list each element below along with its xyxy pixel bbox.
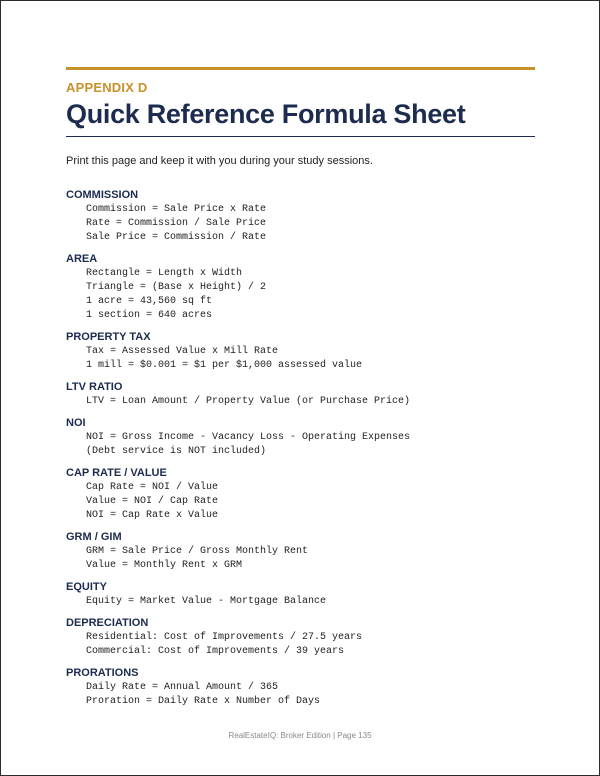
section-heading: LTV RATIO <box>66 381 123 393</box>
section-heading: GRM / GIM <box>66 531 122 543</box>
formula-section <box>66 616 535 659</box>
formula-list <box>66 595 535 609</box>
page-title: Quick Reference Formula Sheet <box>66 99 466 129</box>
formula-line: Residential: Cost of Improvements / 27.5 years <box>86 632 363 643</box>
formula-section <box>66 188 535 245</box>
formula-section <box>66 580 535 609</box>
formula-section <box>66 252 535 323</box>
formula-line: LTV = Loan Amount / Property Value (or Purchase Price) <box>86 396 411 407</box>
formula-list <box>66 267 535 323</box>
formula-line: 1 mill = $0.001 = $1 per $1,000 assessed value <box>86 360 363 371</box>
formula-list <box>66 681 535 709</box>
formula-line: 1 section = 640 acres <box>86 310 213 321</box>
formula-list <box>66 481 535 523</box>
formula-line: Tax = Assessed Value x Mill Rate <box>86 346 279 357</box>
top-accent-rule <box>66 67 535 70</box>
section-heading: COMMISSION <box>66 189 139 201</box>
formula-section <box>66 416 535 459</box>
formula-list <box>66 431 535 459</box>
formula-line: Equity = Market Value - Mortgage Balance <box>86 596 327 607</box>
page-footer: RealEstateIQ: Broker Edition | Page 135 <box>228 731 372 740</box>
formula-line: NOI = Gross Income - Vacancy Loss - Operating Expenses <box>86 432 411 443</box>
formula-line: 1 acre = 43,560 sq ft <box>86 296 213 307</box>
formula-line: Value = NOI / Cap Rate <box>86 496 219 507</box>
formula-line: Daily Rate = Annual Amount / 365 <box>86 682 279 693</box>
section-heading: AREA <box>66 253 98 265</box>
formula-line: Value = Monthly Rent x GRM <box>86 560 243 571</box>
section-heading: EQUITY <box>66 581 107 593</box>
page-content <box>66 67 535 716</box>
title-divider <box>66 136 535 137</box>
formula-list <box>66 631 535 659</box>
formula-line: Sale Price = Commission / Rate <box>86 232 267 243</box>
section-heading: PRORATIONS <box>66 667 139 679</box>
formula-line: Cap Rate = NOI / Value <box>86 482 219 493</box>
formula-line: (Debt service is NOT included) <box>86 446 267 457</box>
section-heading: DEPRECIATION <box>66 617 149 629</box>
formula-line: Commercial: Cost of Improvements / 39 years <box>86 646 345 657</box>
formula-line: Rate = Commission / Sale Price <box>86 218 267 229</box>
formula-section <box>66 380 535 409</box>
formula-line: GRM = Sale Price / Gross Monthly Rent <box>86 546 309 557</box>
formula-line: Rectangle = Length x Width <box>86 268 243 279</box>
formula-section <box>66 466 535 523</box>
formula-line: Triangle = (Base x Height) / 2 <box>86 282 267 293</box>
formula-line: Commission = Sale Price x Rate <box>86 204 267 215</box>
appendix-label: APPENDIX D <box>66 80 148 95</box>
intro-text: Print this page and keep it with you during your study sessions. <box>66 155 373 167</box>
formula-list <box>66 545 535 573</box>
formula-section <box>66 330 535 373</box>
formula-list <box>66 395 535 409</box>
formula-list <box>66 345 535 373</box>
section-heading: NOI <box>66 417 86 429</box>
formula-list <box>66 203 535 245</box>
formula-section <box>66 530 535 573</box>
formula-section <box>66 666 535 709</box>
formula-line: Proration = Daily Rate x Number of Days <box>86 696 321 707</box>
formula-line: NOI = Cap Rate x Value <box>86 510 219 521</box>
section-heading: PROPERTY TAX <box>66 331 151 343</box>
section-heading: CAP RATE / VALUE <box>66 467 167 479</box>
formula-sections <box>66 188 535 709</box>
